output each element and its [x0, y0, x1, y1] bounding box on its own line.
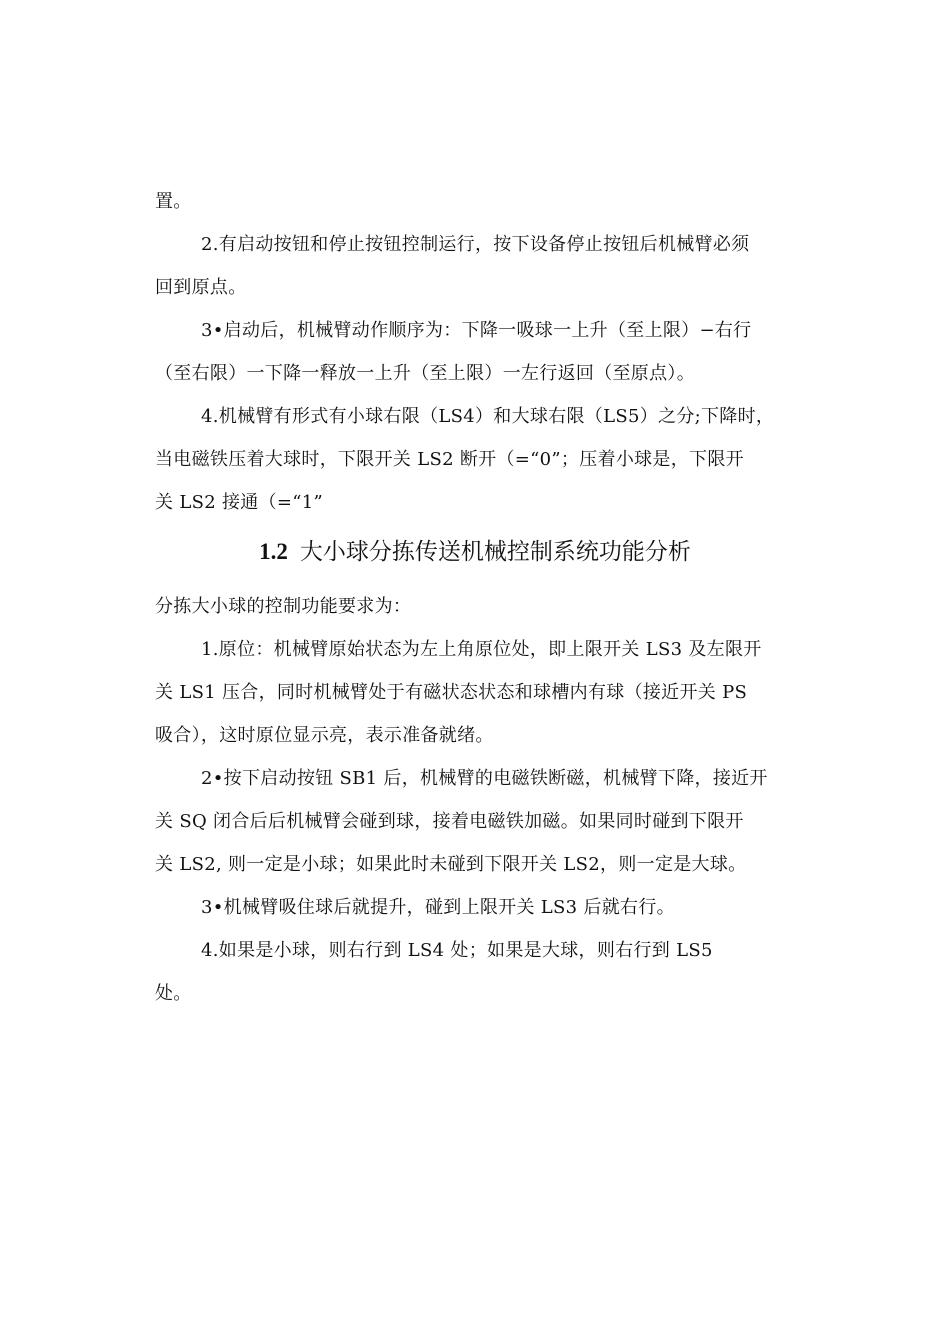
paragraph-line: 4.机械臂有形式有小球右限（LS4）和大球右限（LS5）之分;下降时，: [201, 406, 775, 427]
paragraph-line: 分拣大小球的控制功能要求为：: [155, 596, 412, 617]
section-requirements-continued: [155, 180, 805, 524]
paragraph-line: 3•启动后，机械臂动作顺序为：下降一吸球一上升（至上限）−右行: [201, 320, 752, 341]
paragraph-line: 置。: [155, 191, 192, 212]
paragraph-line: 处。: [155, 983, 192, 1004]
paragraph-line: 吸合），这时原位显示亮，表示准备就绪。: [155, 725, 494, 746]
paragraph-line: 3•机械臂吸住球后就提升，碰到上限开关 LS3 后就右行。: [201, 897, 675, 918]
paragraph-line: 当电磁铁压着大球时，下限开关 LS2 断开（=“0”；压着小球是，下限开: [155, 449, 744, 470]
paragraph-line: 关 LS2 接通（=“1”: [155, 492, 324, 513]
paragraph-line: 回到原点。: [155, 277, 247, 298]
paragraph-line: 2.有启动按钮和停止按钮控制运行，按下设备停止按钮后机械臂必须: [201, 234, 750, 255]
section-function-analysis: [155, 585, 805, 1015]
paragraph-line: 关 LS1 压合，同时机械臂处于有磁状态状态和球槽内有球（接近开关 PS: [155, 682, 748, 703]
paragraph-line: 4.如果是小球，则右行到 LS4 处；如果是大球，则右行到 LS5: [201, 940, 713, 961]
paragraph-line: 1.原位：机械臂原始状态为左上角原位处，即上限开关 LS3 及左限开: [201, 639, 762, 660]
section-title: 大小球分拣传送机械控制系统功能分析: [299, 539, 691, 565]
paragraph-line: 2•按下启动按钮 SB1 后，机械臂的电磁铁断磁，机械臂下降，接近开: [201, 768, 768, 789]
section-heading: [0, 532, 950, 572]
paragraph-line: （至右限）一下降一释放一上升（至上限）一左行返回（至原点）。: [155, 363, 695, 384]
section-number: 1.2: [259, 539, 288, 564]
paragraph-line: 关 SQ 闭合后后机械臂会碰到球，接着电磁铁加磁。如果同时碰到下限开: [155, 811, 744, 832]
paragraph-line: 关 LS2, 则一定是小球；如果此时未碰到下限开关 LS2，则一定是大球。: [155, 854, 747, 875]
